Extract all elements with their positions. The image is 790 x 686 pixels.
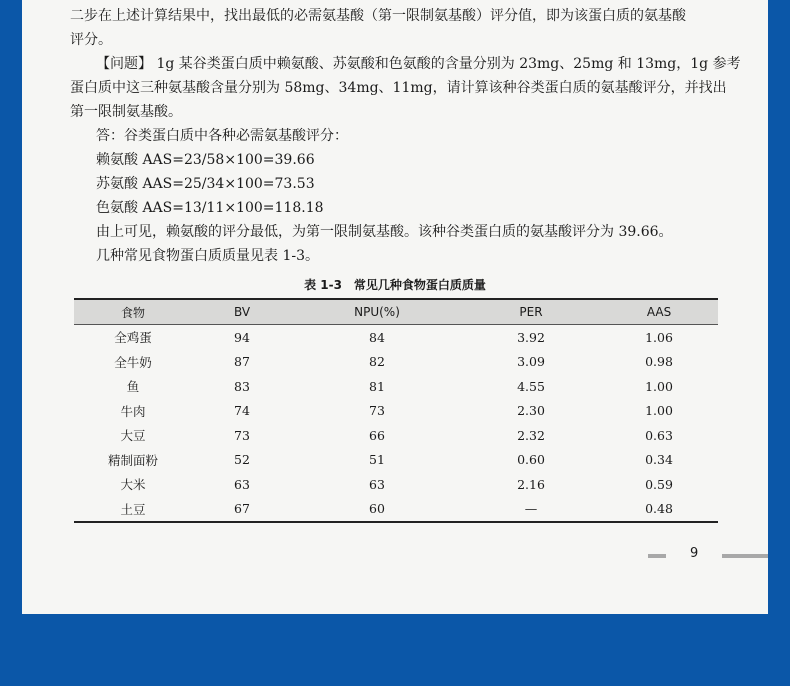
cell-per: 3.09: [517, 354, 545, 370]
answer-line: 苏氨酸 AAS=25/34×100=73.53: [96, 176, 315, 192]
question-line: 蛋白质中这三种氨基酸含量分别为 58mg、34mg、11mg，请计算该种谷类蛋白质的氨基酸评分，并找出: [70, 80, 727, 96]
cell-food: 精制面粉: [107, 452, 158, 468]
cell-npu: 66: [369, 427, 385, 443]
header-food: 食物: [120, 305, 145, 320]
cell-food: 全牛奶: [114, 354, 152, 370]
cell-npu: 82: [369, 354, 385, 370]
cell-food: 鱼: [126, 379, 140, 395]
table-row: [74, 472, 718, 497]
protein-quality-table: [74, 298, 718, 523]
cell-food: 土豆: [74, 497, 192, 523]
question-line: 【问题】 1g 某谷类蛋白质中赖氨酸、苏氨酸和色氨酸的含量分别为 23mg、25mg 和 13mg，1g 参考: [96, 56, 741, 72]
table-reference-line: 几种常见食物蛋白质质量见表 1-3。: [96, 248, 319, 264]
cell-per: —: [462, 497, 600, 523]
table-row: [74, 350, 718, 375]
answer-line: 答：谷类蛋白质中各种必需氨基酸评分：: [96, 128, 348, 144]
table-row: [74, 325, 718, 350]
cell-bv: 74: [234, 403, 250, 419]
cell-aas: 0.34: [645, 452, 673, 468]
table-row: [74, 497, 718, 523]
cell-bv: 94: [234, 329, 250, 345]
book-page: [22, 0, 768, 614]
cell-food: 大豆: [120, 428, 146, 444]
cell-npu: 73: [369, 403, 385, 419]
cell-bv: 63: [234, 476, 250, 492]
table-row: [74, 374, 718, 399]
cell-bv: 87: [234, 354, 250, 370]
cell-aas: 0.48: [600, 497, 718, 523]
cell-npu: 51: [369, 452, 385, 468]
cell-aas: 0.63: [645, 427, 673, 443]
cell-food: 大米: [120, 477, 146, 493]
cell-per: 4.55: [517, 378, 545, 394]
cell-aas: 1.00: [645, 378, 673, 394]
cell-food: 全鸡蛋: [114, 330, 152, 346]
cell-npu: 60: [292, 497, 462, 523]
question-line: 第一限制氨基酸。: [70, 104, 182, 120]
answer-line: 色氨酸 AAS=13/11×100=118.18: [96, 200, 324, 216]
cell-per: 0.60: [517, 452, 545, 468]
cell-per: 2.32: [517, 427, 545, 443]
table-header-row: [74, 299, 718, 325]
page-number-bar-right: [722, 554, 768, 558]
header-npu: NPU(%): [354, 305, 400, 319]
page-number: 9: [690, 546, 699, 561]
table-row: [74, 399, 718, 424]
cell-bv: 83: [234, 378, 250, 394]
body-text: [70, 4, 741, 268]
page-number-bar-left: [648, 554, 666, 558]
header-per: PER: [519, 305, 543, 319]
cell-bv: 73: [234, 427, 250, 443]
cell-aas: 0.98: [645, 354, 673, 370]
header-bv: BV: [233, 305, 251, 319]
cell-aas: 1.06: [645, 329, 673, 345]
conclusion-line: 由上可见，赖氨酸的评分最低，为第一限制氨基酸。该种谷类蛋白质的氨基酸评分为 39.66。: [96, 224, 673, 240]
table-row: [74, 423, 718, 448]
cell-bv: 67: [192, 497, 292, 523]
cell-per: 3.92: [517, 329, 545, 345]
paragraph-line: 二步在上述计算结果中，找出最低的必需氨基酸（第一限制氨基酸）评分值，即为该蛋白质的氨基酸: [70, 8, 686, 24]
cell-npu: 81: [369, 378, 385, 394]
header-aas: AAS: [646, 305, 672, 319]
cell-npu: 63: [369, 476, 385, 492]
answer-line: 赖氨酸 AAS=23/58×100=39.66: [96, 152, 315, 168]
cell-bv: 52: [234, 452, 250, 468]
table-row: [74, 448, 718, 473]
table-caption: 表 1-3 常见几种食物蛋白质质量: [304, 278, 486, 292]
cell-npu: 84: [369, 329, 385, 345]
paragraph-line: 评分。: [70, 32, 112, 48]
cell-per: 2.30: [517, 403, 545, 419]
cell-food: 牛肉: [120, 403, 146, 419]
cell-aas: 1.00: [645, 403, 673, 419]
cell-aas: 0.59: [645, 476, 673, 492]
cell-per: 2.16: [517, 476, 545, 492]
